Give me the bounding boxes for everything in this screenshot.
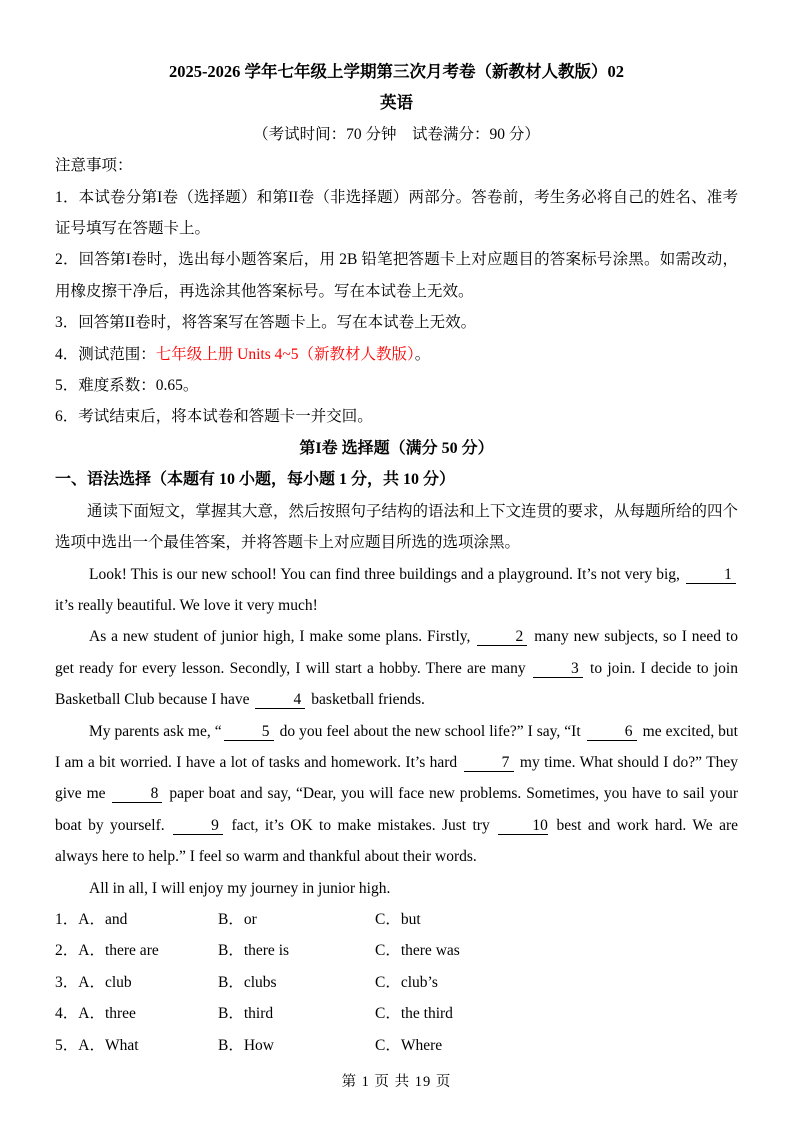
notice-item-5: 5．难度系数：0.65。 bbox=[55, 377, 199, 395]
question-col-a bbox=[55, 904, 218, 935]
section-instruction: 通读下面短文，掌握其大意，然后按照句子结构的语法和上下文连贯的要求，从每题所给的四个选项中选出一个最佳答案，并将答题卡上对应题目所选的选项涂黑。 bbox=[55, 502, 739, 552]
blank-10: 10 bbox=[498, 816, 548, 835]
notice-heading: 注意事项： bbox=[55, 157, 133, 175]
blank-2: 2 bbox=[477, 627, 527, 646]
passage-text: fact, it’s OK to make mistakes. Just try bbox=[225, 816, 497, 834]
passage-text: paper boat and say, “Dear, you will face new problems. Sometimes, you have to sail your boat by yourself. bbox=[55, 785, 739, 834]
question-number: 3． bbox=[55, 973, 79, 991]
option-b: B．or bbox=[218, 910, 257, 928]
passage-text: best and work hard. We are always here to help.” I feel so warm and thankful about their words. bbox=[55, 816, 738, 866]
blank-1: 1 bbox=[686, 565, 736, 584]
notice-item-6: 6．考试结束后，将本试卷和答题卡一并交回。 bbox=[55, 408, 373, 426]
document-subject: 英语 bbox=[380, 93, 413, 113]
passage-paragraph-3 bbox=[55, 716, 738, 873]
question-number: 2． bbox=[55, 942, 79, 960]
notice-item-3: 3．回答第II卷时，将答案写在答题卡上。写在本试卷上无效。 bbox=[55, 314, 477, 332]
option-b: B．there is bbox=[218, 942, 290, 960]
option-b: B．third bbox=[218, 1005, 274, 1023]
question-row-2 bbox=[55, 935, 738, 966]
question-col-a bbox=[55, 935, 218, 966]
passage-text: my time. What should I do?” They give me bbox=[55, 753, 739, 803]
passage-text: to join. I decide to join Basketball Club because I have bbox=[55, 659, 738, 709]
notice-item-2: 2．回答第I卷时，选出每小题答案后，用 2B 铅笔把答题卡上对应题目的答案标号涂黑。如需改动，用橡皮擦干净后，再选涂其他答案标号。写在本试卷上无效。 bbox=[55, 251, 738, 300]
page-footer: 第 1 页 共 19 页 bbox=[341, 1074, 452, 1090]
passage-paragraph-2 bbox=[55, 621, 738, 715]
question-row-5 bbox=[55, 1030, 738, 1061]
option-a: A．there are bbox=[78, 942, 159, 960]
section-heading: 第I卷 选择题（满分 50 分） bbox=[299, 439, 494, 457]
question-col-a bbox=[55, 1030, 218, 1061]
question-col-a bbox=[55, 967, 218, 998]
passage-text: All in all, I will enjoy my journey in junior high. bbox=[89, 879, 391, 897]
notice-item-prefix: 4．测试范围： bbox=[55, 345, 156, 363]
document-title: 2025-2026 学年七年级上学期第三次月考卷（新教材人教版）02 bbox=[168, 62, 625, 81]
passage-text: basketball friends. bbox=[307, 691, 425, 709]
blank-3: 3 bbox=[533, 659, 583, 678]
passage-text: Look! This is our new school! You can find three buildings and a playground. It’s not very big, bbox=[89, 565, 684, 583]
question-list bbox=[55, 904, 738, 1061]
passage bbox=[55, 559, 738, 904]
blank-5: 5 bbox=[224, 722, 274, 741]
part-heading: 一、语法选择（本题有 10 小题，每小题 1 分，共 10 分） bbox=[55, 471, 456, 489]
blank-6: 6 bbox=[587, 722, 637, 741]
option-a: A．and bbox=[78, 910, 128, 928]
blank-7: 7 bbox=[464, 753, 514, 772]
option-c: C．Where bbox=[375, 1036, 443, 1054]
notice-item-highlight: 七年级上册 Units 4~5（新教材人教版） bbox=[155, 345, 415, 363]
option-b: B．clubs bbox=[218, 973, 277, 991]
option-a: A．three bbox=[78, 1005, 136, 1023]
notice-item-suffix: 。 bbox=[414, 345, 431, 363]
exam-info: （考试时间：70 分钟 试卷满分：90 分） bbox=[253, 125, 540, 143]
question-number: 5． bbox=[55, 1036, 79, 1054]
question-number: 4． bbox=[55, 1005, 79, 1023]
option-c: C．the third bbox=[375, 1005, 453, 1023]
passage-text: it’s really beautiful. We love it very much! bbox=[55, 596, 318, 614]
blank-4: 4 bbox=[255, 690, 305, 709]
passage-text: do you feel about the new school life?” I say, “It bbox=[275, 722, 585, 740]
option-c: C．club’s bbox=[375, 973, 438, 991]
notice-item-1: 1．本试卷分第I卷（选择题）和第II卷（非选择题）两部分。答卷前，考生务必将自己的姓名、准考证号填写在答题卡上。 bbox=[55, 188, 738, 238]
passage-text: many new subjects, so I need to get ready for every lesson. Secondly, I will start a hobby. There are many bbox=[55, 628, 738, 677]
question-number: 1． bbox=[55, 910, 79, 928]
blank-8: 8 bbox=[112, 784, 162, 803]
question-row-4 bbox=[55, 998, 738, 1029]
question-col-a bbox=[55, 998, 218, 1029]
question-row-1 bbox=[55, 904, 738, 935]
blank-9: 9 bbox=[173, 816, 223, 835]
option-b: B．How bbox=[218, 1036, 274, 1054]
question-row-3 bbox=[55, 967, 738, 998]
option-c: C．but bbox=[375, 910, 421, 928]
option-a: A．club bbox=[78, 973, 132, 991]
option-a: A．What bbox=[78, 1036, 139, 1054]
notice-item-4 bbox=[55, 339, 738, 370]
passage-paragraph-4 bbox=[55, 873, 738, 904]
passage-text: me excited, but I am a bit worried. I have a lot of tasks and homework. It’s hard bbox=[55, 722, 738, 771]
option-c: C．there was bbox=[375, 942, 460, 960]
passage-text: My parents ask me, “ bbox=[89, 722, 222, 740]
notice-list bbox=[55, 182, 738, 433]
passage-paragraph-1 bbox=[55, 559, 738, 622]
passage-text: As a new student of junior high, I make some plans. Firstly, bbox=[89, 628, 476, 646]
